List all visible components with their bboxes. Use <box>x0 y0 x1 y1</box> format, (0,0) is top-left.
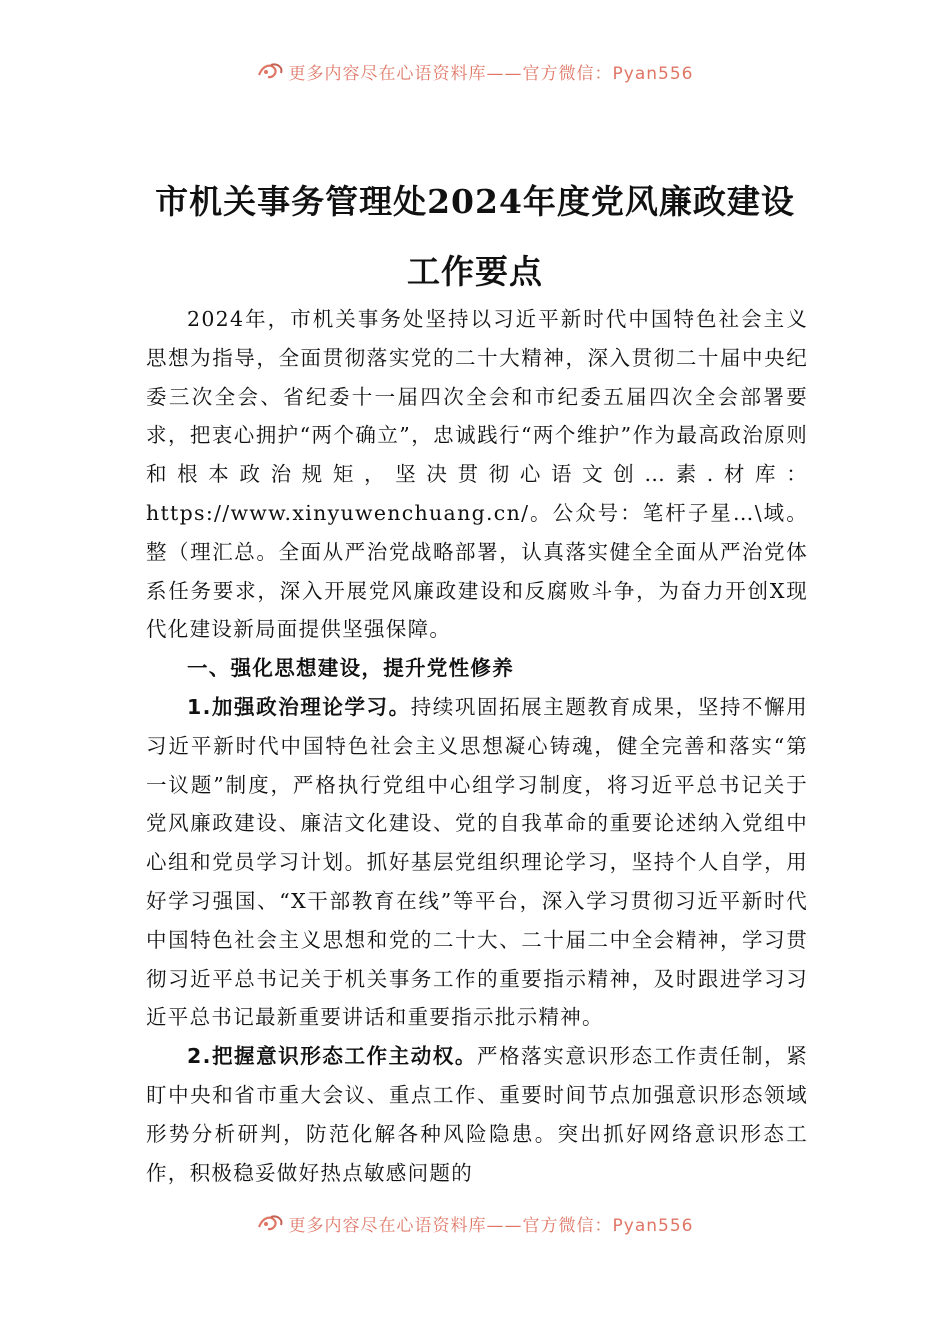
watermark-banner-top <box>0 56 950 86</box>
item-text-2: 严格落实意识形态工作责任制，紧盯中央和省市重大会议、重点工作、重要时间节点加强意识形态领域形势分析研判，防范化解各种风险隐患。突出抓好网络意识形态工作，积极稳妥做好热点敏感问题的 <box>146 1044 808 1185</box>
item-lead-2: 2.把握意识形态工作主动权。 <box>187 1044 477 1069</box>
document-body <box>146 300 808 1192</box>
item-lead-1: 1.加强政治理论学习。 <box>187 694 411 719</box>
watermark-logo-icon <box>257 61 285 81</box>
intro-paragraph: 2024年，市机关事务处坚持以习近平新时代中国特色社会主义思想为指导，全面贯彻落实党的二十大精神，深入贯彻二十届中央纪委三次全会、省纪委十一届四次全会和市纪委五届四次全会部署要求，把衷心拥护“两个确立”，忠诚践行“两个维护”作为最高政治原则和根本政治规矩，坚决贯彻心语文创…素.材库：https://www.xinyuwenchuang.cn/。公众号：笔杆子星…\域。整（理汇总。全面从严治党战略部署，认真落实健全全面从严治党体系任务要求，深入开展党风廉政建设和反腐败斗争，为奋力开创X现代化建设新局面提供坚强保障。 <box>146 307 808 642</box>
watermark-banner-bottom <box>0 1208 950 1238</box>
item-paragraph-2 <box>146 1037 808 1192</box>
watermark-logo-icon <box>257 1213 285 1233</box>
watermark-text-bottom: 更多内容尽在心语资料库——官方微信：Pyan556 <box>288 1215 694 1236</box>
item-paragraph-1 <box>146 688 808 1037</box>
watermark-text-top: 更多内容尽在心语资料库——官方微信：Pyan556 <box>288 63 694 84</box>
item-text-1: 持续巩固拓展主题教育成果，坚持不懈用习近平新时代中国特色社会主义思想凝心铸魂，健全完善和落实“第一议题”制度，严格执行党组中心组学习制度，将习近平总书记关于党风廉政建设、廉洁文化建设、党的自我革命的重要论述纳入党组中心组和党员学习计划。抓好基层党组织理论学习，坚持个人自学，用好学习强国、“X干部教育在线”等平台，深入学习贯彻习近平新时代中国特色社会主义思想和党的二十大、二十届二中全会精神，学习贯彻习近平总书记关于机关事务工作的重要指示精神，及时跟进学习习近平总书记最新重要讲话和重要指示批示精神。 <box>146 694 808 1030</box>
document-title-line2: 工作要点 <box>407 252 543 291</box>
section-heading-1: 一、强化思想建设，提升党性修养 <box>187 656 514 681</box>
document-title-line1: 市机关事务管理处2024年度党风廉政建设 <box>155 182 795 221</box>
